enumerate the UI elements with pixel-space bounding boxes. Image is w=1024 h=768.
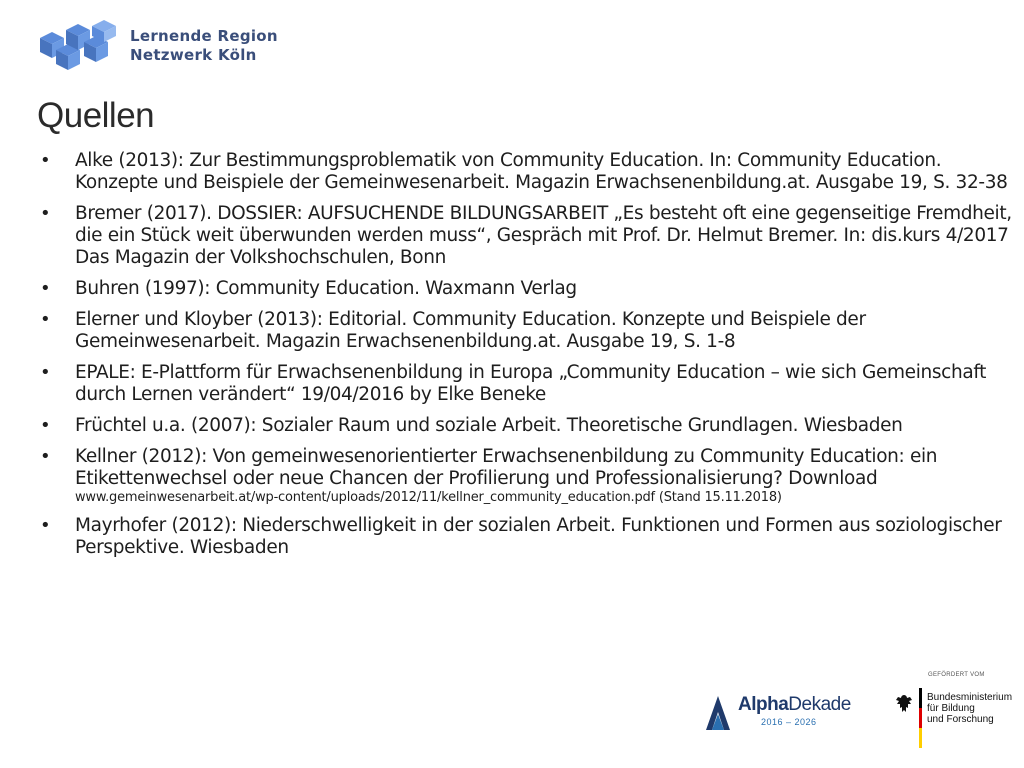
source-item: • Mayrhofer (2012): Niederschwelligkeit in der sozialen Arbeit. Funktionen und Formen aus soziologischer Perspektive. Wiesbaden: [40, 515, 1015, 559]
german-flag-stripe-icon: [919, 688, 922, 748]
logo-line-1: Lernende Region: [130, 27, 278, 45]
source-item: • Kellner (2012): Von gemeinwesenorientierter Erwachsenenbildung zu Community Education: ein Etikettenwechsel oder neue Chancen der Profilierung und Professionalisierung? Download www.gemeinwesenarbeit.at/wp-content/uploads/2012/11/kellner_community_education.pdf (Stand 15.11.2018): [40, 446, 1015, 506]
lernende-region-logo-icon: [38, 20, 118, 78]
federal-eagle-icon: [893, 693, 915, 715]
sources-list: [40, 150, 1015, 568]
kellner-download-link[interactable]: www.gemeinwesenarbeit.at/wp-content/uploads/2012/11/kellner_community_education.pdf (Stand 15.11.2018): [75, 490, 782, 505]
source-item: • Alke (2013): Zur Bestimmungsproblematik von Community Education. In: Community Education. Konzepte und Beispiele der Gemeinwesenarbeit. Magazin Erwachsenenbildung.at. Ausgabe 19, S. 32-38: [40, 150, 1015, 194]
bmbf-line-2: für Bildung: [927, 703, 975, 714]
funded-by-label: GEFÖRDERT VOM: [928, 672, 985, 678]
source-item: • Buhren (1997): Community Education. Waxmann Verlag: [40, 278, 1015, 300]
source-item: • Elerner und Kloyber (2013): Editorial. Community Education. Konzepte und Beispiele der Gemeinwesenarbeit. Magazin Erwachsenenbildung.at. Ausgabe 19, S. 1-8: [40, 309, 1015, 353]
bmbf-name: [927, 692, 1012, 725]
page-title: Quellen: [37, 96, 155, 135]
source-item: • Früchtel u.a. (2007): Sozialer Raum und soziale Arbeit. Theoretische Grundlagen. Wiesbaden: [40, 415, 1015, 437]
source-item: • Bremer (2017). DOSSIER: AUFSUCHENDE BILDUNGSARBEIT „Es besteht oft eine gegenseitige Fremdheit, die ein Stück weit überwunden werden muss“, Gespräch mit Prof. Dr. Helmut Bremer. In: dis.kurs 4/2017 Das Magazin der Volkshochschulen, Bonn: [40, 203, 1015, 269]
logo-line-2: Netzwerk Köln: [130, 46, 257, 64]
source-item: • EPALE: E-Plattform für Erwachsenenbildung in Europa „Community Education – wie sich Gemeinschaft durch Lernen verändert“ 19/04/2016 by Elke Beneke: [40, 362, 1015, 406]
organization-name: [130, 27, 278, 65]
alphadekade-years: 2016 – 2026: [761, 717, 817, 727]
bmbf-line-1: Bundesministerium: [927, 692, 1013, 703]
bmbf-line-3: und Forschung: [927, 714, 994, 725]
alphadekade-name: AlphaDekade: [738, 694, 851, 715]
